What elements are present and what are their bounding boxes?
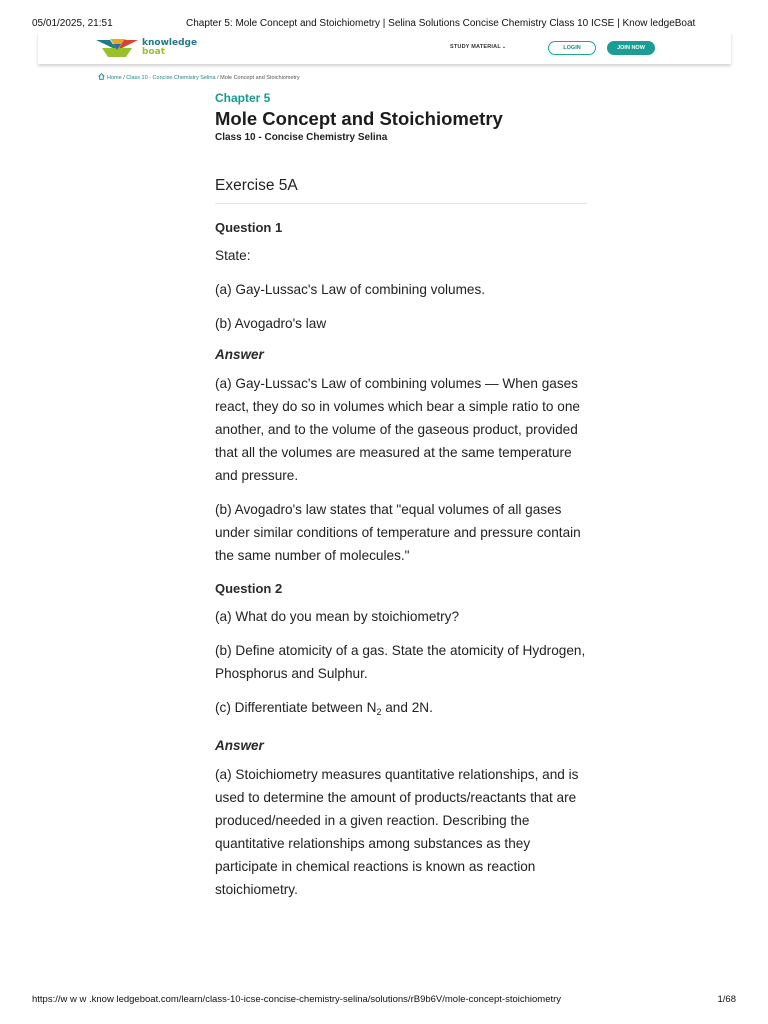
join-now-button[interactable]: JOIN NOW bbox=[607, 41, 655, 55]
print-url: https://w w w .know ledgeboat.com/learn/class-10-icse-concise-chemistry-selina/solutions/rB9b6V/mole-concept-stoichiometry bbox=[32, 994, 562, 1005]
answer-1-label: Answer bbox=[215, 347, 264, 362]
chapter-label: Chapter 5 bbox=[215, 91, 271, 105]
breadcrumb-current: Mole Concept and Stoichiometry bbox=[220, 75, 300, 81]
breadcrumb-separator: / bbox=[215, 75, 221, 81]
exercise-heading: Exercise 5A bbox=[215, 177, 587, 204]
study-material-label: STUDY MATERIAL bbox=[450, 44, 501, 50]
question-2-part-c bbox=[215, 696, 587, 724]
print-datetime: 05/01/2025, 21:51 bbox=[32, 18, 113, 29]
print-header bbox=[32, 18, 736, 32]
breadcrumb-home[interactable]: Home bbox=[107, 75, 122, 81]
logo-line-2: boat bbox=[142, 47, 166, 57]
question-2-heading: Question 2 bbox=[215, 581, 283, 596]
answer-1-part-b: (b) Avogadro's law states that "equal volumes of all gases under similar conditions of temperature and pressure contain the same number of molecules." bbox=[215, 502, 581, 563]
question-1-line: (a) Gay-Lussac's Law of combining volumes. bbox=[215, 282, 486, 297]
question-1-heading: Question 1 bbox=[215, 220, 283, 235]
answer-2-label: Answer bbox=[215, 738, 264, 753]
question-2-part-b: (b) Define atomicity of a gas. State the atomicity of Hydrogen, Phosphorus and Sulphur. bbox=[215, 643, 586, 681]
print-footer bbox=[32, 994, 736, 1008]
question-1-line: State: bbox=[215, 248, 251, 263]
breadcrumb bbox=[98, 73, 300, 81]
chapter-subtitle: Class 10 - Concise Chemistry Selina bbox=[215, 132, 388, 143]
page-title: Mole Concept and Stoichiometry bbox=[215, 108, 503, 129]
top-navbar bbox=[38, 32, 731, 64]
breadcrumb-class[interactable]: Class 10 - Concise Chemistry Selina bbox=[126, 75, 216, 81]
logo-line-1: knowledge bbox=[142, 38, 198, 48]
knowledgeboat-logo[interactable] bbox=[96, 38, 196, 60]
main-content bbox=[215, 90, 587, 901]
breadcrumb-separator: / bbox=[121, 75, 127, 81]
login-button[interactable]: LOGIN bbox=[548, 41, 596, 55]
home-icon bbox=[98, 73, 105, 80]
answer-2-part-a: (a) Stoichiometry measures quantitative relationships, and is used to determine the amount of products/reactants that are produced/needed in a given reaction. Describing the quantitative relationships among substances as they participate in chemical reactions is known as reaction stoichiometry. bbox=[215, 767, 579, 897]
boat-logo-icon bbox=[96, 38, 138, 58]
logo-wordmark bbox=[142, 39, 197, 57]
answer-1-part-a: (a) Gay-Lussac's Law of combining volumes — When gases react, they do so in volumes which bear a simple ratio to one another, and to the volume of the gaseous product, provided that all the volumes are measured at the same temperature and pressure. bbox=[215, 376, 580, 483]
question-2-part-a: (a) What do you mean by stoichiometry? bbox=[215, 609, 460, 624]
question-1-line: (b) Avogadro's law bbox=[215, 316, 327, 331]
study-material-menu[interactable] bbox=[450, 44, 506, 50]
subscript: 2 bbox=[376, 707, 382, 717]
print-page-title: Chapter 5: Mole Concept and Stoichiometry | Selina Solutions Concise Chemistry Class 10 ICSE | Know ledgeBoat bbox=[186, 18, 696, 29]
page-number: 1/68 bbox=[717, 994, 736, 1005]
part-c-prefix: (c) Differentiate between N bbox=[215, 700, 377, 715]
chevron-down-icon: ⌄ bbox=[501, 44, 507, 50]
part-c-suffix: and 2N. bbox=[381, 700, 433, 715]
